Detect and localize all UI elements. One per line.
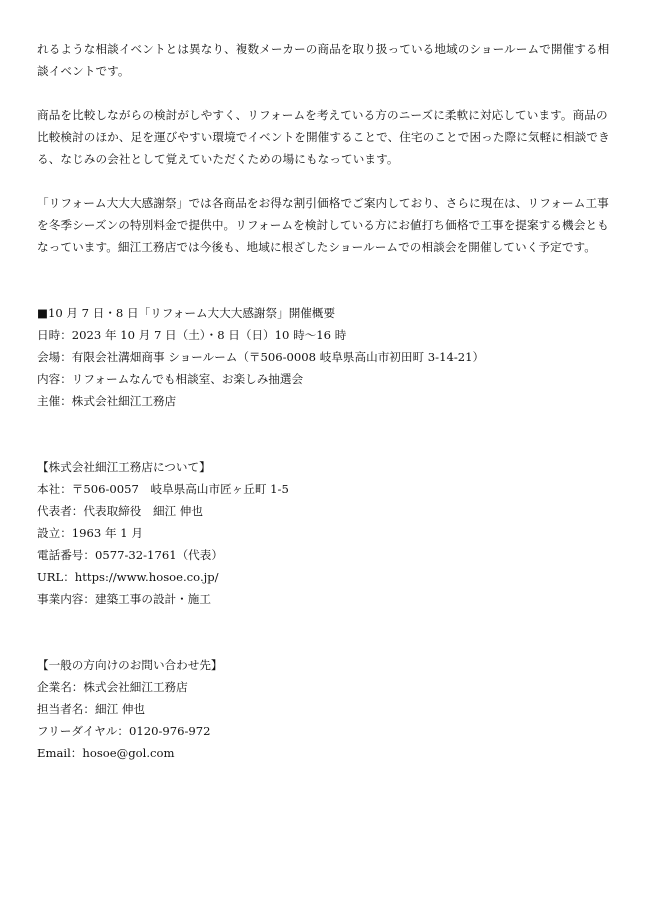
contact-heading: 【一般の方向けのお問い合わせ先】 bbox=[37, 658, 223, 672]
body-paragraph: 「リフォーム大大大感謝祭」では各商品をお得な割引価格でご案内しており、さらに現在は、リフォーム工事を冬季シーズンの特別料金で提供中。リフォームを検討している方にお値打ち価格で工事を提案する機会ともなっています。細江工務店では今後も、地域に根ざしたショールームでの相談会を開催していく予定です。 bbox=[37, 196, 609, 254]
contact-email: Email：hosoe@gol.com bbox=[37, 746, 175, 760]
spacer bbox=[37, 610, 617, 654]
company-info-heading: 【株式会社細江工務店について】 bbox=[37, 460, 211, 474]
company-headquarters: 本社：〒506-0057 岐阜県高山市匠ヶ丘町 1-5 bbox=[37, 482, 289, 496]
body-paragraph: れるような相談イベントとは異なり、複数メーカーの商品を取り扱っている地域のショールームで開催する相談イベントです。 bbox=[37, 42, 610, 78]
event-overview-section bbox=[37, 302, 617, 412]
company-phone: 電話番号：0577-32-1761（代表） bbox=[37, 548, 223, 562]
spacer bbox=[37, 82, 617, 104]
document-page bbox=[37, 38, 617, 764]
event-venue: 会場：有限会社溝畑商事 ショールーム（〒506-0008 岐阜県高山市初田町 3-14-21） bbox=[37, 350, 485, 364]
contact-person: 担当者名：細江 伸也 bbox=[37, 702, 146, 716]
event-date: 日時：2023 年 10 月 7 日（土）・8 日（日）10 時～16 時 bbox=[37, 328, 347, 342]
body-paragraph: 商品を比較しながらの検討がしやすく、リフォームを考えている方のニーズに柔軟に対応しています。商品の比較検討のほか、足を運びやすい環境でイベントを開催することで、住宅のことで困った際に気軽に相談できる、なじみの会社として覚えていただくための場にもなっています。 bbox=[37, 108, 610, 166]
spacer bbox=[37, 258, 617, 302]
company-founded: 設立：1963 年 1 月 bbox=[37, 526, 143, 540]
event-organizer: 主催：株式会社細江工務店 bbox=[37, 394, 177, 408]
company-representative: 代表者：代表取締役 細江 伸也 bbox=[37, 504, 203, 518]
company-business: 事業内容：建築工事の設計・施工 bbox=[37, 592, 211, 606]
contact-freedial: フリーダイヤル：0120-976-972 bbox=[37, 724, 211, 738]
event-content: 内容：リフォームなんでも相談室、お楽しみ抽選会 bbox=[37, 372, 304, 386]
contact-section bbox=[37, 654, 617, 764]
company-info-section bbox=[37, 456, 617, 610]
event-overview-heading: ■10 月 7 日・8 日「リフォーム大大大感謝祭」開催概要 bbox=[37, 306, 336, 320]
contact-company-name: 企業名：株式会社細江工務店 bbox=[37, 680, 188, 694]
company-url: URL：https://www.hosoe.co.jp/ bbox=[37, 570, 219, 584]
spacer bbox=[37, 412, 617, 456]
spacer bbox=[37, 170, 617, 192]
